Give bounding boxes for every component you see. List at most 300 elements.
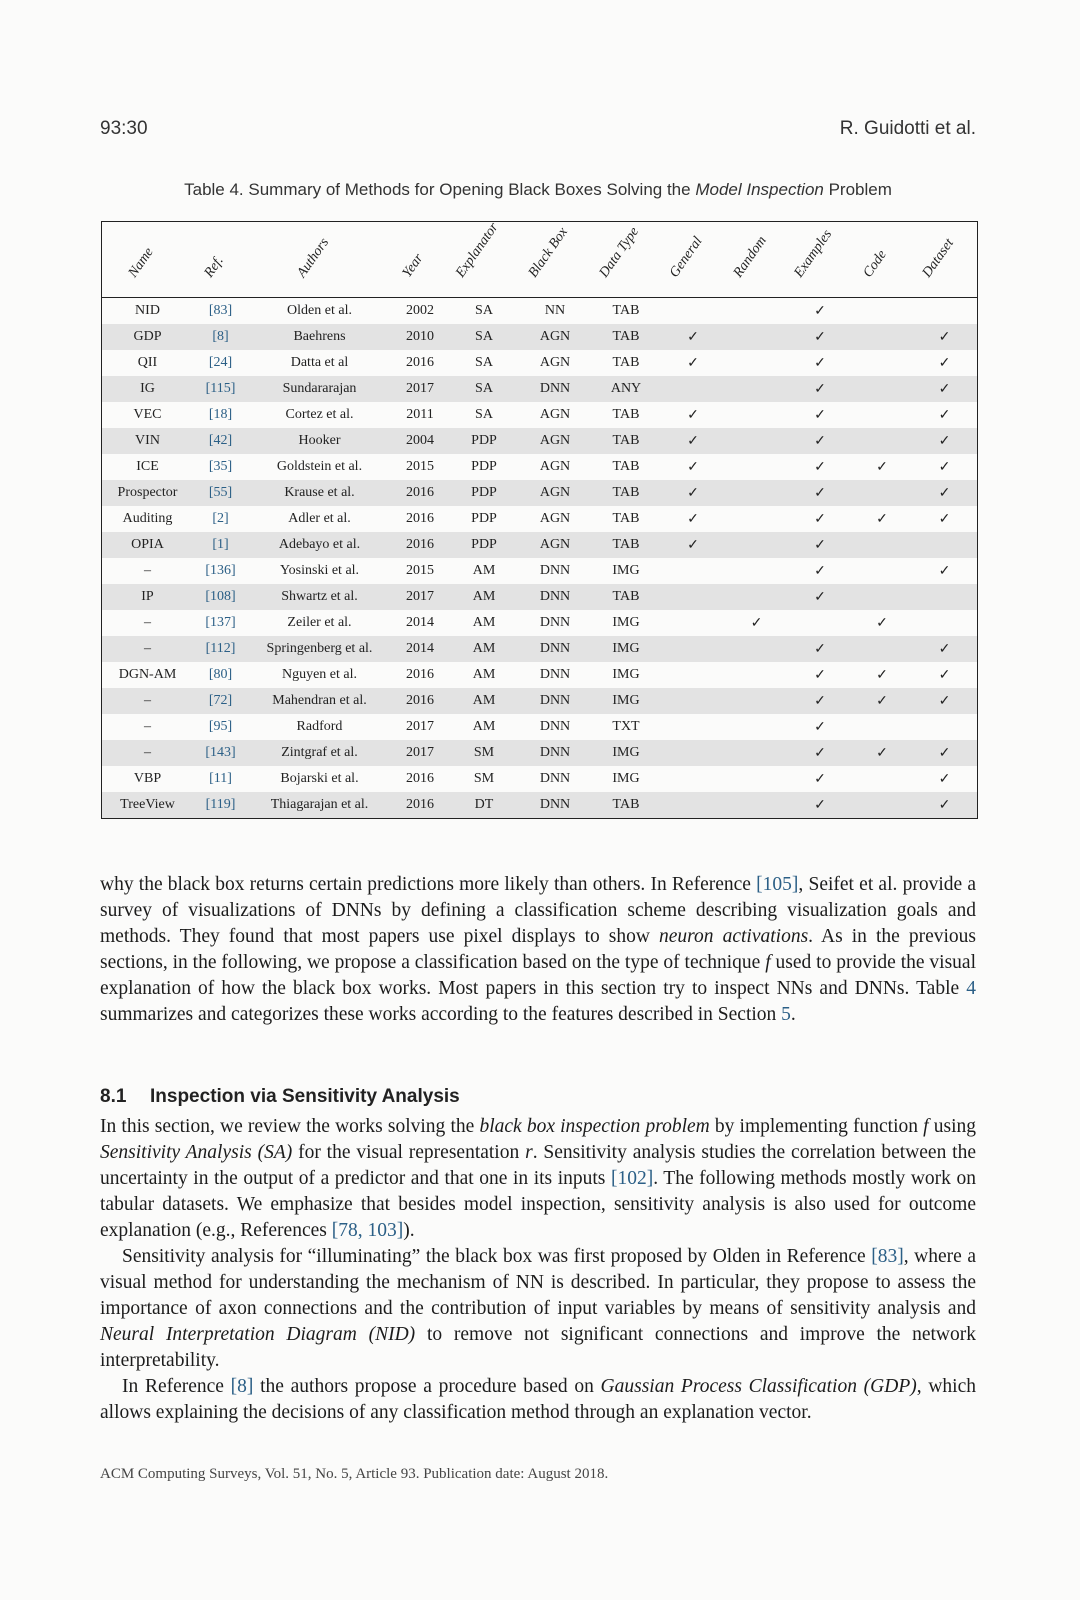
cell-black-box: DNN (539, 719, 571, 734)
text-run: . Sensitivity analysis studies the correlation between the uncertainty in the output of a predictor and that one in its inputs (100, 1142, 977, 1189)
caption-italic: Model Inspection (695, 180, 824, 199)
cell-ref[interactable]: [119] (193, 792, 248, 818)
cell-black-box: DNN (519, 376, 591, 402)
cell-code (852, 376, 912, 402)
cell-code (852, 558, 912, 584)
cell-dataset: ✓ (938, 511, 951, 527)
cell-authors: Cortez et al. (285, 407, 354, 422)
cell-general (661, 584, 725, 610)
text-run: Sensitivity analysis for “illuminating” the black box was first proposed by Olden in Reference (122, 1246, 872, 1267)
col-code (852, 222, 912, 298)
table-row (102, 428, 977, 454)
cell-ref[interactable]: [1] (193, 532, 248, 558)
italic-term: r (525, 1142, 533, 1163)
citation-link[interactable]: [83] (871, 1246, 904, 1267)
cell-black-box: DNN (539, 563, 571, 578)
cell-ref[interactable]: [72] (193, 688, 248, 714)
cell-year: 2015 (406, 563, 434, 578)
cell-random (725, 740, 788, 766)
cell-authors: Shwartz et al. (248, 584, 391, 610)
cell-data-type: TAB (612, 459, 640, 474)
cell-authors: Mahendran et al. (248, 688, 391, 714)
text-run: In this section, we review the works solving the (100, 1116, 480, 1137)
cell-code (852, 298, 912, 325)
cell-explanator: SA (475, 303, 493, 318)
table-row (102, 610, 977, 636)
cell-random (725, 558, 788, 584)
table-row (102, 636, 977, 662)
running-authors: R. Guidotti et al. (839, 118, 976, 139)
col-header-label: Random (730, 233, 770, 281)
cell-general (661, 610, 725, 636)
cell-examples: ✓ (814, 303, 826, 319)
cell-black-box: DNN (539, 615, 571, 630)
cell-name: – (144, 615, 151, 630)
col-ref (193, 222, 248, 298)
cell-year: 2017 (391, 376, 449, 402)
table-row (102, 376, 977, 402)
cell-name: ICE (136, 459, 159, 474)
citation-link[interactable]: [105] (756, 874, 799, 895)
cell-black-box: DNN (519, 740, 591, 766)
col-explanator (449, 222, 519, 298)
text-run: ). (403, 1220, 415, 1241)
cell-dataset (912, 714, 977, 740)
cell-general: ✓ (661, 480, 725, 506)
cell-data-type: TAB (591, 792, 661, 818)
cell-general: ✓ (687, 407, 699, 423)
methods-table (101, 221, 978, 819)
caption-suffix: Problem (823, 180, 892, 199)
cell-examples: ✓ (788, 636, 852, 662)
cell-random (725, 584, 788, 610)
cell-authors: Olden et al. (287, 303, 352, 318)
cell-data-type: TAB (591, 324, 661, 350)
cell-authors: Zeiler et al. (287, 615, 352, 630)
cell-code (852, 350, 912, 376)
cell-data-type: TAB (591, 480, 661, 506)
cell-data-type: IMG (612, 563, 640, 578)
table-row (102, 714, 977, 740)
text-run: for the visual representation (292, 1142, 526, 1163)
cell-year: 2014 (391, 636, 449, 662)
table-row (102, 506, 977, 532)
cell-name: OPIA (102, 532, 193, 558)
cell-code (852, 584, 912, 610)
cell-year: 2015 (406, 459, 434, 474)
cell-ref[interactable]: [115] (193, 376, 248, 402)
section-title: Inspection via Sensitivity Analysis (150, 1086, 460, 1107)
cell-ref[interactable]: [11] (209, 771, 232, 786)
cell-examples: ✓ (814, 459, 826, 475)
cell-ref[interactable]: [24] (208, 355, 233, 370)
cell-year: 2016 (406, 771, 434, 786)
cell-random (725, 298, 788, 325)
italic-term: Gaussian Process Classification (GDP) (600, 1376, 917, 1397)
cell-name: VIN (102, 428, 193, 454)
section-number: 8.1 (100, 1086, 127, 1107)
citation-link[interactable]: 5 (781, 1004, 791, 1025)
cell-data-type: TAB (612, 355, 640, 370)
cell-general (661, 740, 725, 766)
text-run: . (790, 1004, 796, 1025)
cell-name: DGN-AM (118, 667, 177, 682)
cell-examples: ✓ (788, 740, 852, 766)
cell-examples: ✓ (788, 688, 852, 714)
cell-code: ✓ (876, 667, 888, 683)
cell-black-box: AGN (519, 480, 591, 506)
cell-random (725, 350, 788, 376)
cell-authors: Hooker (248, 428, 391, 454)
paragraph (100, 1374, 976, 1426)
cell-explanator: DT (449, 792, 519, 818)
cell-code (852, 480, 912, 506)
cell-ref[interactable]: [80] (208, 667, 233, 682)
cell-dataset: ✓ (912, 324, 977, 350)
cell-code: ✓ (876, 511, 888, 527)
cell-data-type: TAB (591, 532, 661, 558)
cell-examples: ✓ (814, 355, 826, 371)
cell-dataset (912, 584, 977, 610)
table-row (102, 688, 977, 714)
cell-code: ✓ (876, 615, 888, 631)
cell-year: 2011 (406, 407, 434, 422)
paragraph (100, 1244, 976, 1374)
cell-name: Prospector (102, 480, 193, 506)
cell-ref[interactable]: [18] (208, 407, 233, 422)
cell-black-box: AGN (519, 324, 591, 350)
cell-explanator: PDP (449, 428, 519, 454)
text-run: used to provide the visual explanation of how the black box works. Most papers in this section try to inspect NNs and DNNs. Table (100, 952, 976, 999)
cell-random (725, 376, 788, 402)
cell-year: 2014 (406, 615, 434, 630)
table-row (102, 480, 977, 506)
cell-examples: ✓ (814, 407, 826, 423)
cell-black-box: DNN (539, 771, 571, 786)
cell-year: 2010 (391, 324, 449, 350)
text-run: , where a visual method for understanding the mechanism of NN is described. In particular, they propose to assess the importance of axon connections and the contribution of input variables by means of sensitivity analysis and (100, 1246, 976, 1319)
cell-general: ✓ (661, 532, 725, 558)
cell-name: VBP (133, 771, 162, 786)
cell-name: QII (137, 355, 158, 370)
col-random (725, 222, 788, 298)
cell-name: IP (102, 584, 193, 610)
cell-explanator: SA (449, 376, 519, 402)
col-header-label: Explanator (453, 220, 502, 281)
cell-random (725, 324, 788, 350)
cell-explanator: PDP (471, 511, 497, 526)
cell-authors: Zintgraf et al. (248, 740, 391, 766)
cell-ref[interactable]: [137] (205, 615, 236, 630)
cell-explanator: PDP (449, 480, 519, 506)
cell-explanator: PDP (449, 532, 519, 558)
table-row (102, 766, 977, 792)
cell-dataset: ✓ (938, 667, 951, 683)
cell-dataset: ✓ (938, 563, 951, 579)
cell-year: 2016 (406, 511, 434, 526)
cell-black-box: AGN (539, 511, 571, 526)
cell-ref[interactable]: [55] (193, 480, 248, 506)
cell-random (725, 454, 788, 480)
cell-ref[interactable]: [8] (193, 324, 248, 350)
cell-data-type: IMG (612, 615, 640, 630)
cell-ref[interactable]: [112] (193, 636, 248, 662)
cell-dataset: ✓ (912, 636, 977, 662)
text-run: to remove not significant connections and improve the network interpretability. (100, 1324, 977, 1371)
cell-name: – (102, 636, 193, 662)
cell-examples: ✓ (788, 480, 852, 506)
cell-dataset: ✓ (912, 428, 977, 454)
cell-data-type: IMG (612, 667, 640, 682)
cell-code: ✓ (852, 740, 912, 766)
col-header-label: Data Type (596, 224, 643, 281)
cell-dataset (912, 298, 977, 325)
table-row (102, 792, 977, 818)
cell-general (661, 636, 725, 662)
text-run: , Seifet et al. provide a survey of visualizations of DNNs by defining a classification scheme describing visualization goals and methods. They found that most papers use pixel displays to show (100, 874, 977, 947)
cell-explanator: SM (449, 740, 519, 766)
cell-code (852, 636, 912, 662)
cell-year: 2016 (391, 532, 449, 558)
col-year (391, 222, 449, 298)
cell-explanator: SA (475, 355, 493, 370)
cell-general (661, 662, 725, 688)
cell-dataset: ✓ (912, 688, 977, 714)
cell-explanator: AM (449, 584, 519, 610)
cell-ref[interactable]: [2] (212, 511, 229, 526)
cell-name: IG (102, 376, 193, 402)
cell-black-box: AGN (539, 459, 571, 474)
table-row (102, 558, 977, 584)
cell-black-box: DNN (519, 688, 591, 714)
cell-ref[interactable]: [108] (193, 584, 248, 610)
cell-dataset: ✓ (938, 459, 951, 475)
cell-name: – (102, 688, 193, 714)
italic-term: Neural Interpretation Diagram (NID) (100, 1324, 416, 1345)
citation-link[interactable]: [102] (610, 1168, 654, 1189)
table-body (102, 298, 977, 819)
table-caption (100, 180, 976, 200)
table-row (102, 454, 977, 480)
cell-general (661, 688, 725, 714)
cell-authors: Adebayo et al. (248, 532, 391, 558)
cell-general (661, 298, 725, 325)
cell-name: Auditing (122, 511, 173, 526)
cell-year: 2017 (391, 584, 449, 610)
running-header (100, 118, 976, 140)
cell-random (725, 792, 788, 818)
cell-black-box: DNN (519, 584, 591, 610)
cell-dataset: ✓ (912, 792, 977, 818)
col-black-box (519, 222, 591, 298)
cell-data-type: TAB (591, 584, 661, 610)
text-run: . As in the previous sections, in the following, we propose a classification based on the type of technique (100, 926, 976, 973)
col-header-label: Code (860, 247, 890, 281)
cell-authors: Nguyen et al. (281, 667, 358, 682)
cell-code (852, 428, 912, 454)
table-row (102, 740, 977, 766)
cell-explanator: AM (472, 615, 496, 630)
cell-authors: Radford (296, 719, 343, 734)
cell-black-box: AGN (539, 407, 571, 422)
cell-data-type: TAB (612, 407, 640, 422)
table-row (102, 532, 977, 558)
cell-general: ✓ (687, 511, 699, 527)
text-run: by implementing function (709, 1116, 924, 1137)
cell-year: 2016 (391, 480, 449, 506)
cell-code (852, 792, 912, 818)
text-run: . The following methods mostly work on tabular datasets. We emphasize that besides model inspection, sensitivity analysis is also used for outcome explanation (e.g., References (100, 1168, 976, 1241)
cell-code: ✓ (876, 459, 888, 475)
col-data-type (591, 222, 661, 298)
cell-dataset (912, 610, 977, 636)
cell-ref[interactable]: [143] (193, 740, 248, 766)
cell-data-type: IMG (591, 740, 661, 766)
cell-name: – (144, 563, 151, 578)
col-authors (248, 222, 391, 298)
italic-term: f (923, 1116, 929, 1137)
text-run: the authors propose a procedure based on (253, 1376, 601, 1397)
cell-dataset: ✓ (912, 376, 977, 402)
cell-examples: ✓ (788, 584, 852, 610)
table-row (102, 402, 977, 428)
cell-random (725, 402, 788, 428)
cell-authors: Goldstein et al. (276, 459, 363, 474)
cell-ref[interactable]: [35] (208, 459, 233, 474)
paragraph (100, 872, 976, 1028)
cell-ref[interactable]: [42] (193, 428, 248, 454)
cell-data-type: IMG (591, 636, 661, 662)
cell-random: ✓ (750, 615, 763, 631)
citation-link[interactable]: [8] (230, 1376, 254, 1397)
cell-name: TreeView (102, 792, 193, 818)
cell-year: 2017 (391, 740, 449, 766)
cell-code (852, 324, 912, 350)
cell-year: 2016 (391, 792, 449, 818)
table-row (102, 324, 977, 350)
page-footer: ACM Computing Surveys, Vol. 51, No. 5, Article 93. Publication date: August 2018. (100, 1466, 609, 1482)
cell-authors: Adler et al. (288, 511, 351, 526)
cell-authors: Datta et al (290, 355, 349, 370)
table-row (102, 298, 977, 325)
paragraph (100, 1114, 976, 1244)
cell-authors: Thiagarajan et al. (248, 792, 391, 818)
italic-term: neuron activations (659, 926, 809, 947)
italic-term: Sensitivity Analysis (SA) (100, 1142, 293, 1163)
text-run: summarizes and categorizes these works according to the features described in Section (100, 1004, 782, 1025)
cell-explanator: SA (475, 407, 493, 422)
col-name (102, 222, 193, 298)
italic-term: f (765, 952, 771, 973)
table-row (102, 662, 977, 688)
cell-code (852, 402, 912, 428)
section-body (100, 1114, 976, 1426)
cell-random (725, 688, 788, 714)
col-examples (788, 222, 852, 298)
cell-dataset: ✓ (938, 771, 951, 787)
col-header-label: General (667, 234, 706, 281)
cell-name: – (102, 740, 193, 766)
cell-authors: Baehrens (248, 324, 391, 350)
cell-authors: Yosinski et al. (279, 563, 360, 578)
cell-general: ✓ (661, 324, 725, 350)
cell-year: 2017 (406, 719, 434, 734)
cell-ref[interactable]: [83] (208, 303, 233, 318)
cell-year: 2016 (406, 355, 434, 370)
table-header-row (102, 222, 977, 298)
cell-authors: Krause et al. (248, 480, 391, 506)
cell-examples: ✓ (814, 667, 826, 683)
cell-code (852, 532, 912, 558)
cell-random (725, 532, 788, 558)
cell-examples: ✓ (788, 428, 852, 454)
cell-random (725, 636, 788, 662)
cell-general (661, 558, 725, 584)
cell-ref[interactable]: [136] (205, 563, 236, 578)
cell-code: ✓ (852, 688, 912, 714)
cell-explanator: AM (449, 688, 519, 714)
cell-year: 2016 (406, 667, 434, 682)
table-row (102, 350, 977, 376)
col-header-label: Ref. (201, 253, 227, 281)
cell-authors: Bojarski et al. (280, 771, 359, 786)
cell-authors: Sundararajan (248, 376, 391, 402)
table-row (102, 584, 977, 610)
col-header-label: Year (399, 251, 427, 281)
cell-general (661, 376, 725, 402)
cell-random (725, 480, 788, 506)
cell-dataset: ✓ (912, 480, 977, 506)
cell-ref[interactable]: [95] (208, 719, 233, 734)
col-general (661, 222, 725, 298)
col-header-label: Authors (293, 235, 332, 281)
cell-examples: ✓ (788, 532, 852, 558)
cell-year: 2016 (391, 688, 449, 714)
cell-black-box: DNN (519, 636, 591, 662)
cell-data-type: TAB (612, 303, 640, 318)
cell-random (725, 428, 788, 454)
cell-black-box: AGN (519, 428, 591, 454)
col-header-label: Dataset (919, 236, 957, 281)
cell-black-box: AGN (539, 355, 571, 370)
cell-general: ✓ (687, 355, 699, 371)
cell-code (852, 766, 912, 792)
cell-data-type: TAB (612, 511, 640, 526)
cell-black-box: DNN (539, 667, 571, 682)
col-header-label: Name (125, 245, 157, 281)
cell-explanator: PDP (471, 459, 497, 474)
caption-prefix: Table 4. Summary of Methods for Opening Black Boxes Solving the (184, 180, 696, 199)
cell-dataset: ✓ (938, 407, 951, 423)
intro-paragraph (100, 872, 976, 1028)
cell-data-type: ANY (591, 376, 661, 402)
text-run: , which allows explaining the decisions of any classification method through an explanation vector. (100, 1376, 976, 1423)
cell-random (725, 714, 788, 740)
cell-general (661, 714, 725, 740)
cell-random (725, 766, 788, 792)
col-dataset (912, 222, 977, 298)
cell-name: GDP (102, 324, 193, 350)
cell-name: – (144, 719, 151, 734)
cell-random (725, 506, 788, 532)
cell-black-box: AGN (519, 532, 591, 558)
citation-link[interactable]: [78, 103] (331, 1220, 404, 1241)
cell-year: 2002 (406, 303, 434, 318)
citation-link[interactable]: 4 (966, 978, 976, 999)
page-number: 93:30 (100, 118, 148, 139)
cell-examples: ✓ (814, 771, 826, 787)
section-heading (100, 1086, 976, 1108)
